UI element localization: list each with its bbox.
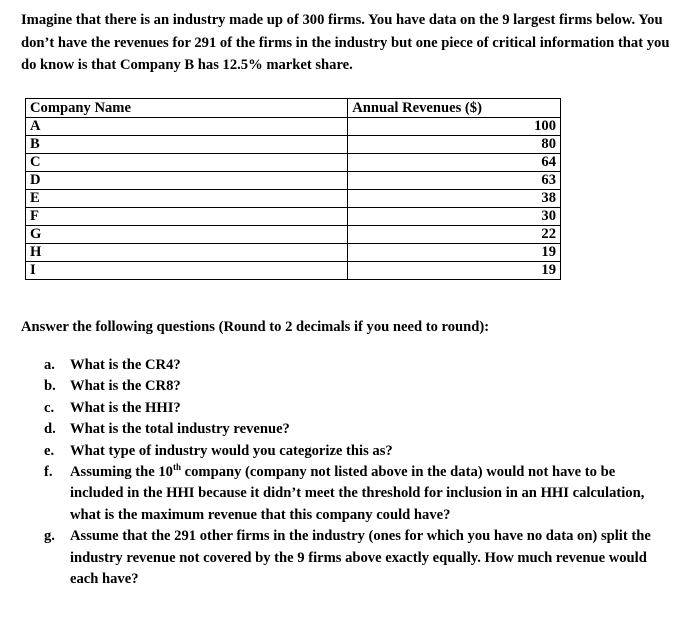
question-text: What is the CR8?	[70, 378, 181, 395]
instructions-prompt: Answer the following questions (Round to 2 decimals if you need to round):	[21, 319, 490, 335]
revenue-cell: 63	[348, 172, 561, 190]
table-row	[26, 136, 561, 154]
company-name-cell: A	[26, 118, 348, 136]
question-item	[44, 526, 659, 590]
company-name-cell: D	[26, 172, 348, 190]
question-item	[44, 419, 659, 440]
company-name-cell: C	[26, 154, 348, 172]
question-marker: c.	[44, 399, 55, 416]
company-name-cell: F	[26, 208, 348, 226]
question-marker: a.	[44, 357, 55, 373]
table-row	[26, 244, 561, 262]
table-row	[26, 190, 561, 208]
table-row	[26, 118, 561, 136]
table-row	[26, 262, 561, 280]
question-item	[44, 462, 659, 526]
question-marker: b.	[44, 378, 56, 395]
table-row	[26, 172, 561, 190]
revenue-cell: 38	[348, 190, 561, 208]
revenue-cell: 19	[348, 262, 561, 280]
question-marker: g.	[44, 528, 55, 545]
question-text-after: company (company not listed above in the data) would not have to be included in the HHI because it didn’t meet the threshold for inclusion in an HHI calculation, what is the maximum revenue that this company could have?	[70, 464, 645, 523]
revenue-cell: 64	[348, 154, 561, 172]
question-marker: f.	[44, 464, 53, 481]
question-marker: e.	[44, 442, 55, 459]
company-name-cell: G	[26, 226, 348, 244]
question-marker: d.	[44, 421, 56, 438]
question-item	[44, 355, 659, 376]
header-company-name: Company Name	[26, 99, 348, 118]
company-name-cell: E	[26, 190, 348, 208]
company-name-cell: B	[26, 136, 348, 154]
header-annual-revenues: Annual Revenues ($)	[348, 99, 561, 118]
revenue-cell: 22	[348, 226, 561, 244]
question-text: What is the total industry revenue?	[70, 421, 290, 438]
question-item	[44, 376, 659, 397]
question-text: Assume that the 291 other firms in the industry (ones for which you have no data on) split the industry revenue not covered by the 9 firms above exactly equally. How much revenue would each have?	[70, 528, 651, 588]
revenue-table	[25, 98, 561, 280]
table-header-row	[26, 99, 561, 118]
question-text: What is the CR4?	[70, 357, 181, 373]
table-row	[26, 226, 561, 244]
company-name-cell: I	[26, 262, 348, 280]
question-text-before: Assuming the 10	[70, 464, 173, 481]
revenue-cell: 30	[348, 208, 561, 226]
table-row	[26, 208, 561, 226]
table-row	[26, 154, 561, 172]
revenue-cell: 100	[348, 118, 561, 136]
question-item	[44, 441, 659, 462]
question-item	[44, 398, 659, 419]
revenue-cell: 80	[348, 136, 561, 154]
question-list	[44, 355, 659, 590]
question-text: What is the HHI?	[70, 399, 181, 416]
company-name-cell: H	[26, 244, 348, 262]
question-text: What type of industry would you categorize this as?	[70, 442, 393, 459]
revenue-cell: 19	[348, 244, 561, 262]
ordinal-superscript: th	[172, 462, 181, 473]
intro-paragraph: Imagine that there is an industry made up of 300 firms. You have data on the 9 largest firms below. You don’t have the revenues for 291 of the firms in the industry but one piece of critical information that you do know is that Company B has 12.5% market share.	[21, 12, 670, 73]
